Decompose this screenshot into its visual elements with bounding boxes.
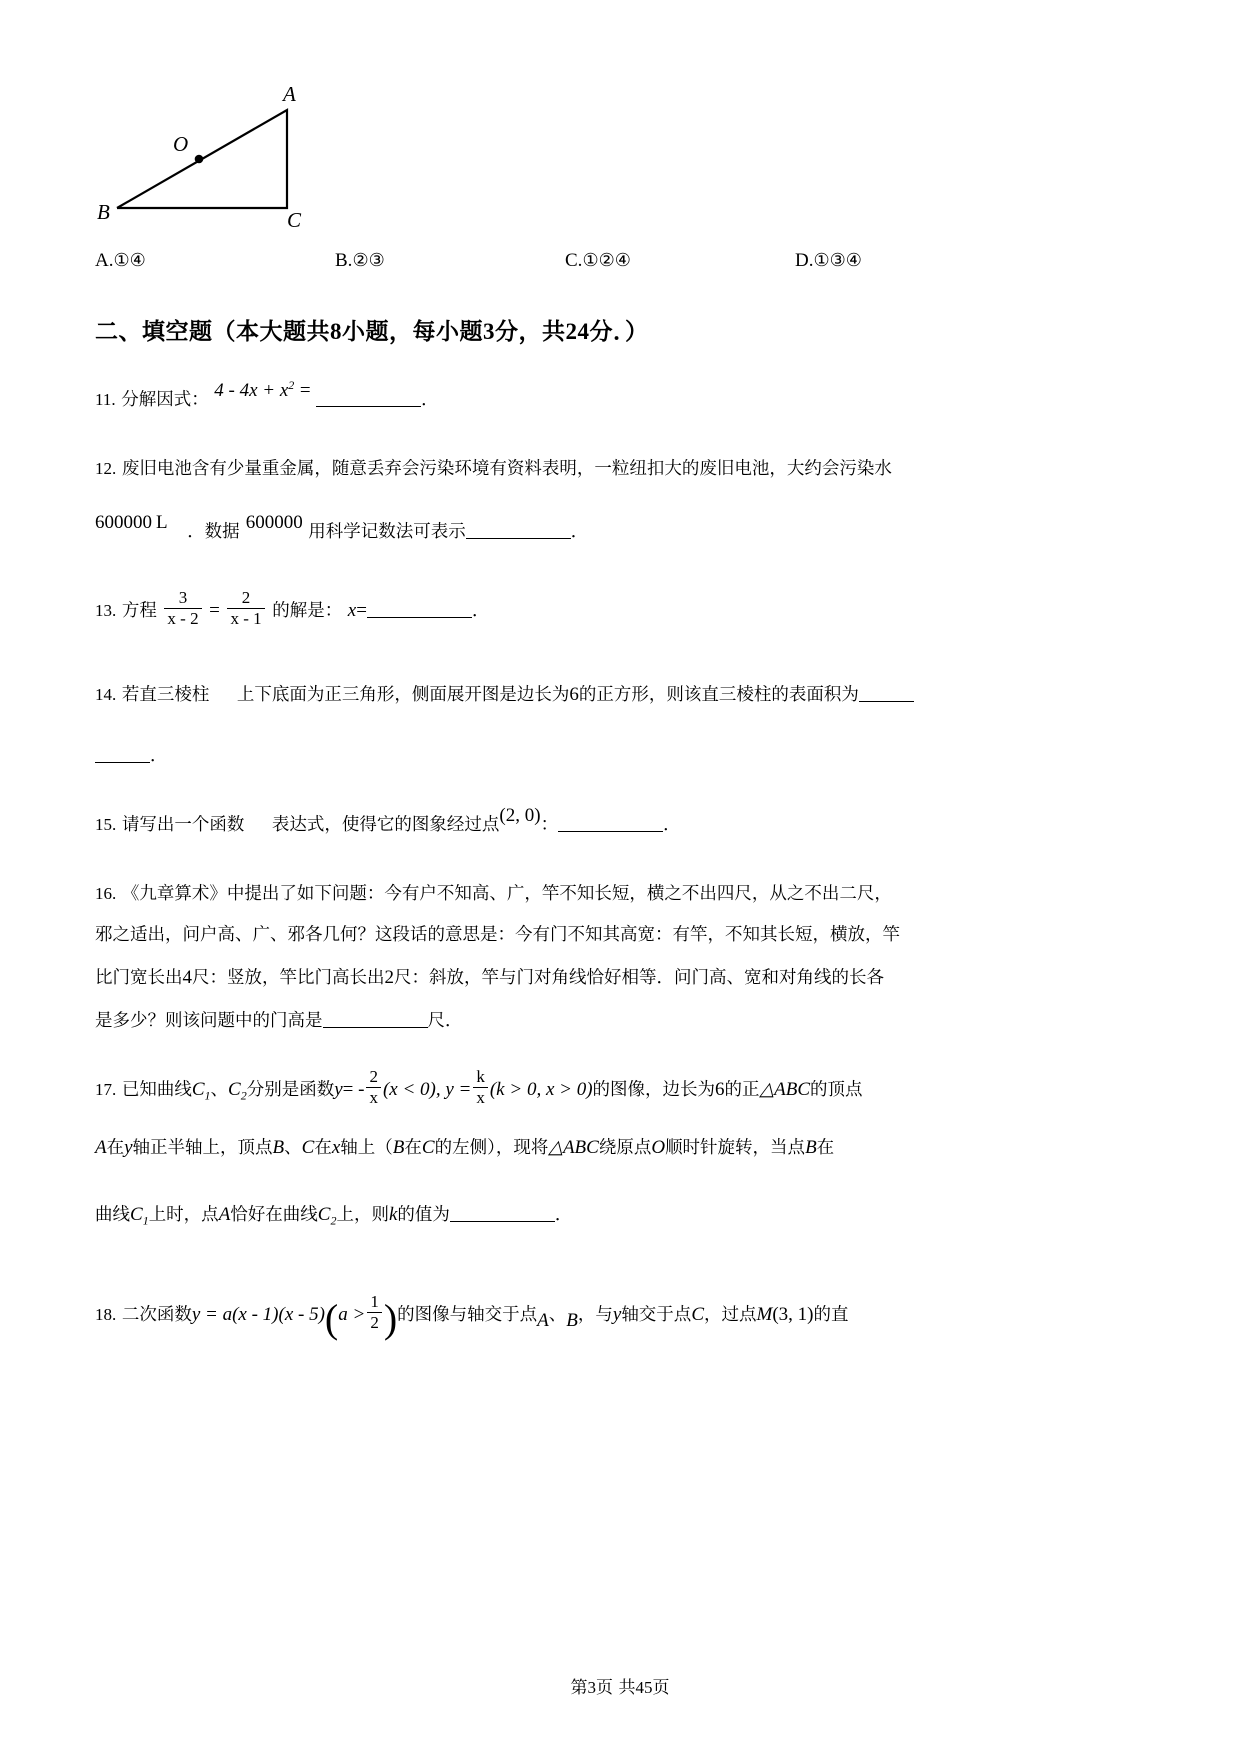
q18-t4: ，与	[577, 1304, 613, 1325]
q17-curve-c2-ref: C	[317, 1203, 331, 1225]
question-11	[95, 378, 1135, 423]
q17-c9-text: 的值为	[397, 1204, 450, 1225]
q16-number: 16.	[95, 883, 117, 903]
q18-point-a: A	[537, 1309, 549, 1331]
q17-a5: 的正	[724, 1079, 760, 1100]
question-16-line3	[95, 956, 1135, 1001]
section-points-each: 3	[483, 319, 495, 344]
q11-text: 分解因式：	[121, 390, 209, 411]
q17-b6: 、	[284, 1138, 302, 1159]
question-16-line4	[95, 1001, 1135, 1042]
q13-equals: =	[356, 599, 367, 621]
question-17	[95, 1068, 1135, 1113]
q12-number-value: 600000	[245, 511, 303, 533]
q17-f2-numerator: k	[476, 1067, 485, 1087]
q11-period: ．	[421, 390, 439, 411]
q18-point-c: C	[691, 1303, 704, 1325]
geometry-figure	[95, 40, 515, 240]
figure-label-C: C	[287, 208, 302, 232]
q14-answer-blank-cont[interactable]	[95, 762, 150, 763]
q13-frac1-denominator: x - 2	[164, 608, 201, 629]
q11-exponent: 2	[288, 378, 295, 393]
q13-answer-blank[interactable]	[367, 617, 472, 618]
q17-b10: 轴上（	[340, 1138, 393, 1159]
q17-curve-c2: C	[228, 1078, 241, 1100]
question-14	[95, 673, 1135, 718]
q17-curve-c1-sub: 1	[204, 1088, 211, 1103]
point-O-dot	[195, 155, 204, 164]
figure-label-O: O	[173, 132, 189, 156]
q17-b12: 在	[404, 1138, 422, 1159]
q15-text2: 表达式，使得它的图象经过点	[271, 815, 500, 835]
footer-current-page: 3	[587, 1678, 597, 1697]
q17-point-b2: B	[805, 1137, 817, 1159]
q14-answer-blank[interactable]	[859, 701, 914, 702]
q16-period: ．	[445, 1010, 463, 1031]
answer-options-row	[95, 250, 1135, 290]
section-question-count: 8	[330, 319, 342, 344]
q17-origin-o: O	[651, 1137, 666, 1159]
q17-c5-text: 恰好在曲线	[230, 1204, 318, 1225]
q17-c-ref: C	[421, 1137, 435, 1159]
section-title-suffix: 分．）	[589, 319, 649, 345]
question-17-line3	[95, 1193, 1135, 1238]
option-A[interactable]	[95, 250, 146, 272]
q15-period: ．	[663, 815, 681, 835]
option-C-key: C.	[565, 250, 583, 271]
q16-line2: 邪之适出，问户高、广、邪各几何？这段话的意思是：今有门不知其高宽：有竿，不知其长短，横放，竿	[95, 924, 900, 945]
q17-c1-text: 曲线	[95, 1204, 130, 1225]
q18-point-b: B	[566, 1309, 578, 1331]
q12-volume-value: 600000	[95, 511, 152, 533]
q17-b4: 轴正半轴上，顶点	[132, 1138, 273, 1159]
q17-curve-c1-ref: C	[130, 1203, 143, 1225]
q17-b16: 绕原点	[598, 1138, 652, 1159]
section-title-mid: 小题，每小题	[342, 319, 483, 345]
q13-frac2-denominator: x - 1	[227, 608, 264, 629]
q17-curve-c1-ref-sub: 1	[142, 1213, 149, 1228]
q18-number: 18.	[95, 1304, 117, 1324]
q18-paren-close: )	[383, 1295, 398, 1341]
q17-vertex-b: B	[272, 1137, 285, 1159]
q13-equals-sign: =	[209, 599, 220, 621]
q13-fraction-left	[164, 588, 201, 629]
q16-line1: 《九章算术》中提出了如下问题：今有户不知高、广，竿不知长短，横之不出四尺，从之不出二尺，	[121, 883, 892, 904]
q11-number: 11.	[95, 390, 116, 410]
q18-axis-y: y	[612, 1303, 622, 1325]
option-C-value: ①②④	[582, 250, 631, 271]
q18-equation: y = a(x - 1)(x - 5)	[191, 1303, 325, 1325]
q12-line1: 废旧电池含有少量重金属，随意丢弃会污染环境有资料表明，一粒纽扣大的废旧电池，大约会污染水	[121, 458, 892, 479]
figure-label-A: A	[283, 82, 296, 106]
q18-t7: 的直	[813, 1304, 849, 1325]
option-C[interactable]	[565, 250, 631, 272]
q15-point: (2, 0)	[499, 805, 541, 826]
q17-curve-c1: C	[191, 1078, 205, 1100]
q17-point-a-ref: A	[218, 1203, 231, 1225]
q13-text2: 的解是：	[272, 600, 343, 621]
q13-frac1-numerator: 3	[178, 588, 188, 608]
option-D-value: ①③④	[813, 250, 862, 271]
option-D[interactable]	[795, 250, 862, 272]
q14-period: ．	[150, 745, 168, 766]
q15-colon: ：	[540, 815, 559, 835]
q17-a2: 、	[210, 1079, 229, 1100]
section-title-mid2: 分，共	[495, 319, 566, 345]
q17-curve-c2-sub: 2	[240, 1088, 247, 1103]
q17-f2-denominator: x	[473, 1087, 488, 1108]
q14-side-value: 6	[569, 684, 579, 706]
q17-axis-y: y	[124, 1137, 133, 1159]
q16-num2: 2	[384, 966, 394, 988]
q17-answer-blank[interactable]	[450, 1221, 555, 1222]
q18-coordinates: (3, 1)	[772, 1303, 814, 1325]
figure-label-B: B	[97, 200, 110, 224]
q17-b2: 在	[106, 1138, 125, 1159]
q11-equals: =	[299, 380, 311, 402]
q16-line3c: 尺：斜放，竿与门对角线恰好相等．问门高、宽和对角线的长各	[394, 967, 884, 988]
q18-condition-a: a >	[338, 1303, 366, 1325]
q17-k-variable: k	[388, 1203, 398, 1225]
footer-total-pages: 45	[635, 1678, 653, 1697]
footer-prefix: 第	[570, 1678, 588, 1698]
q17-a3: 分别是函数	[246, 1079, 335, 1100]
footer-mid: 页 共	[596, 1678, 636, 1698]
triangle-svg	[95, 40, 355, 240]
q18-cond-numerator: 1	[370, 1292, 379, 1312]
q17-b-ref: B	[392, 1137, 405, 1159]
question-14-cont	[95, 736, 1135, 777]
q17-vertex-c: C	[301, 1137, 315, 1159]
q16-line3a: 比门宽长出	[95, 967, 183, 988]
q13-fraction-right	[227, 588, 264, 629]
q18-t5: 轴交于点	[621, 1304, 692, 1325]
q18-point-m: M	[756, 1303, 773, 1325]
q17-f1-denominator: x	[366, 1087, 381, 1108]
q12-period: ．	[570, 521, 589, 542]
q17-vertex-a: A	[95, 1137, 107, 1159]
q13-number: 13.	[95, 600, 117, 620]
q17-fraction-2	[473, 1067, 488, 1108]
question-16-line2	[95, 915, 1135, 956]
question-12-cont	[95, 510, 1135, 555]
option-B-key: B.	[335, 250, 353, 271]
q18-t1: 二次函数	[121, 1304, 192, 1325]
q17-b18: 顺时针旋转，当点	[665, 1138, 806, 1159]
question-13	[95, 589, 1135, 634]
q17-c3-text: 上时，点	[148, 1204, 219, 1225]
q17-f1-numerator: 2	[369, 1067, 378, 1087]
q16-line3b: 尺：竖放，竿比门高长出	[192, 967, 385, 988]
option-B-value: ②③	[352, 250, 385, 271]
q17-cond1: (x < 0), y =	[382, 1078, 472, 1100]
q17-b8: 在	[314, 1138, 332, 1159]
q12-line2-tail: 用科学记数法可表示	[308, 521, 466, 542]
q17-eq-y: y	[334, 1078, 343, 1100]
q18-cond-denominator: 2	[367, 1312, 382, 1333]
q18-t2: 的图像与轴交于点	[397, 1304, 538, 1325]
page-footer	[0, 1673, 1240, 1698]
q17-triangle-ref: △ABC	[548, 1137, 599, 1159]
question-16	[95, 874, 1135, 915]
q17-a1: 已知曲线	[121, 1079, 192, 1100]
q12-mid-text: ．数据	[187, 521, 240, 542]
q18-t3: 、	[548, 1304, 567, 1325]
option-D-key: D.	[795, 250, 814, 271]
q13-text: 方程	[121, 600, 157, 621]
q12-number: 12.	[95, 458, 117, 478]
q17-fraction-1	[366, 1067, 381, 1108]
q13-variable: x	[347, 599, 357, 621]
q15-text1: 请写出一个函数	[121, 815, 245, 835]
q15-answer-blank[interactable]	[558, 831, 663, 832]
q16-answer-blank[interactable]	[323, 1027, 428, 1028]
q17-side-length: 6	[715, 1078, 725, 1100]
q17-a6: 的顶点	[810, 1079, 863, 1100]
q16-line4a: 是多少？则该问题中的门高是	[95, 1010, 323, 1031]
question-12	[95, 449, 1135, 490]
q16-unit: 尺	[427, 1010, 445, 1031]
option-B[interactable]	[335, 250, 385, 272]
q17-number: 17.	[95, 1079, 117, 1099]
question-15	[95, 803, 1135, 848]
q12-answer-blank[interactable]	[466, 538, 571, 539]
section-points-total: 24	[565, 319, 590, 344]
q15-number: 15.	[95, 815, 117, 834]
q12-volume-unit: L	[156, 511, 168, 533]
q14-number: 14.	[95, 685, 117, 705]
q17-c7-text: 上，则	[336, 1204, 389, 1225]
q17-curve-c2-ref-sub: 2	[330, 1213, 337, 1228]
q18-t6: ，过点	[704, 1304, 757, 1325]
q17-axis-x: x	[331, 1137, 341, 1159]
q18-condition-fraction	[367, 1292, 382, 1333]
q13-frac2-numerator: 2	[241, 588, 251, 608]
q17-a4: 的图像，边长为	[592, 1079, 716, 1100]
option-A-key: A.	[95, 250, 114, 271]
section-title-prefix: 二、填空题（本大题共	[95, 319, 330, 345]
q17-b14: 的左侧），现将	[434, 1138, 549, 1159]
q13-period: ．	[471, 600, 490, 621]
q17-cond2: (k > 0, x > 0)	[489, 1078, 593, 1100]
q14-text1: 若直三棱柱	[121, 685, 210, 706]
q14-text3: 的正方形，则该直三棱柱的表面积为	[578, 685, 859, 706]
q18-paren-open: (	[324, 1295, 339, 1341]
footer-suffix: 页	[652, 1678, 670, 1698]
q17-period: ．	[554, 1204, 573, 1225]
q16-num1: 4	[182, 966, 192, 988]
page-content	[95, 40, 1135, 1392]
section-heading	[95, 316, 1135, 348]
question-18	[95, 1272, 1135, 1366]
q11-answer-blank[interactable]	[316, 406, 421, 407]
question-17-line2	[95, 1126, 1135, 1171]
q17-eq-neg: = -	[342, 1078, 365, 1100]
q11-expression: 4 - 4x + x	[214, 380, 289, 402]
q17-b20: 在	[816, 1138, 835, 1159]
q14-text2: 上下底面为正三角形，侧面展开图是边长为	[236, 685, 570, 706]
q17-triangle-abc: △ABC	[759, 1078, 811, 1100]
option-A-value: ①④	[113, 250, 146, 271]
